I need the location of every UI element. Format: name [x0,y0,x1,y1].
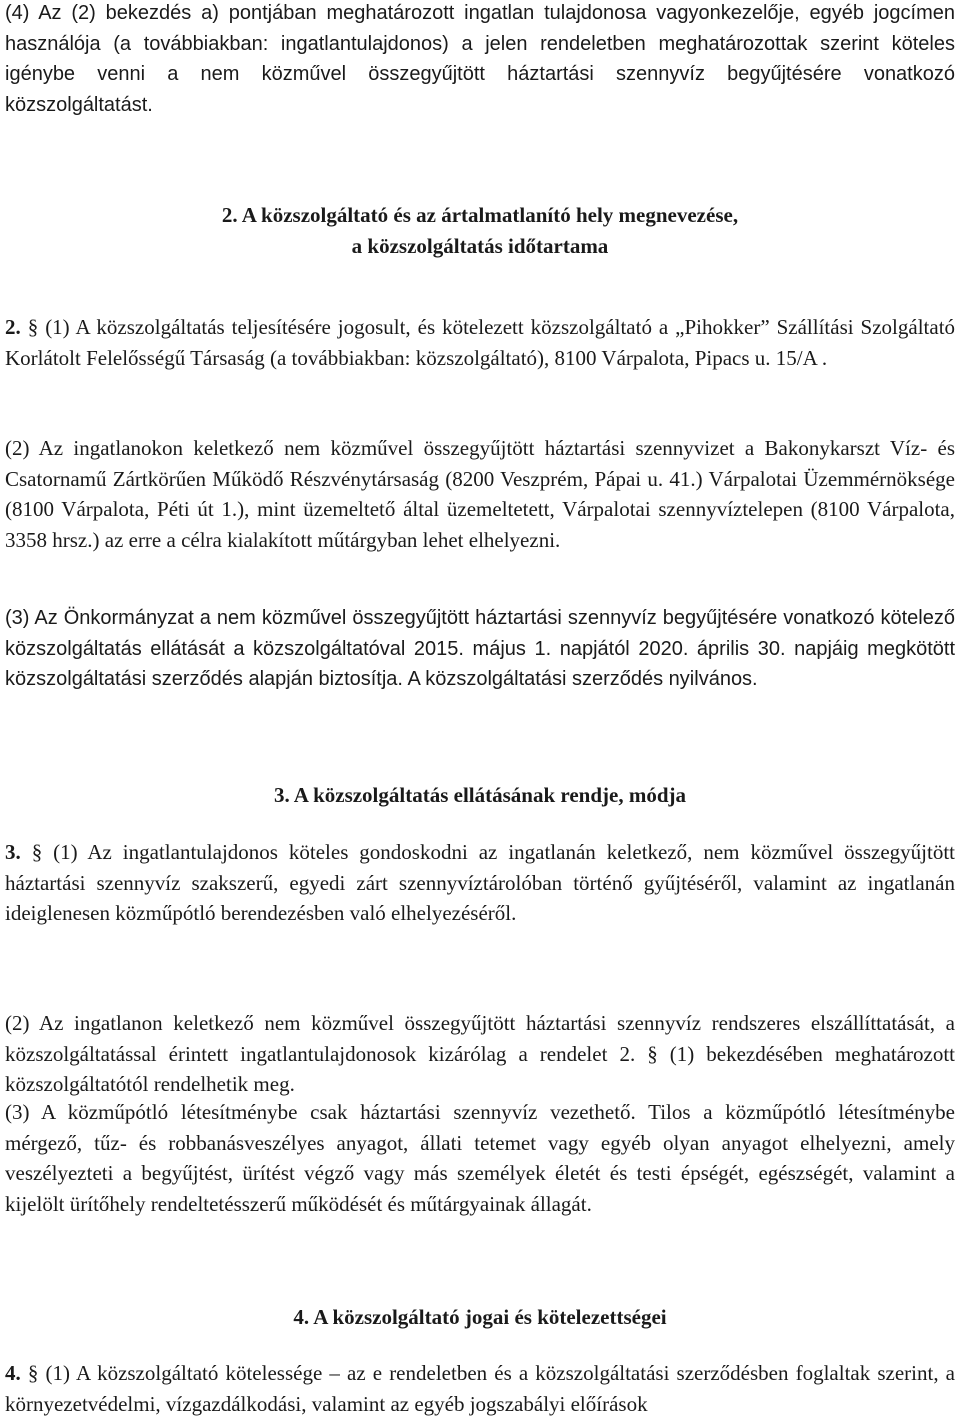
section-3-paragraph-3: (3) A közműpótló létesítménybe csak háztartási szennyvíz vezethető. Tilos a közműpótló létesítménybe mérgező, tűz- és robbanásveszélyes anyagot, állati tetemet vagy egyéb olyan anyagot elhelyezni, amely veszélyezteti a begyűjtést, ürítést végző vagy más személyek életét és testi épségét, egészségét, valamint a kijelölt ürítőhely rendeltetésszerű működését és műtárgyainak állagát. [5,1100,955,1216]
section-sign: § [31,840,43,864]
section-4-paragraph-1 [5,1358,955,1419]
section-3-paragraph-1-text: (1) Az ingatlantulajdonos köteles gondoskodni az ingatlanán keletkező, nem közművel összegyűjtött háztartási szennyvíz szakszerű, egyedi zárt szennyvíztárolóban történő gyűjtéséről, valamint az ingatlanán ideiglenesen közműpótló berendezésben való elhelyezéséről. [5,840,956,926]
section-4-number: 4. [5,1361,21,1385]
section-2-heading-line2: a közszolgáltatás időtartama [351,233,609,258]
section-3-paragraph-2: (2) Az ingatlanon keletkező nem közművel összegyűjtött háztartási szennyvíz rendszeres elszállíttatását, a közszolgáltatással érintett ingatlantulajdonosok kizárólag a rendelet 2. § (1) bekezdésében meghatározott közszolgáltatótól rendelhetik meg. [5,1011,955,1097]
paragraph-4-intro: (4) Az (2) bekezdés a) pontjában meghatározott ingatlan tulajdonosa vagyonkezelője, egyéb jogcímen használója (a továbbiakban: ingatlantulajdonos) a jelen rendeletben meghatározottak szerint köteles igénybe venni a nem közművel összegyűjtött háztartási szennyvíz begyűjtésére vonatkozó közszolgáltatást. [5,2,955,116]
section-3-number: 3. [5,840,21,864]
section-sign: § [27,315,39,339]
section-2-paragraph-1 [5,312,955,373]
section-4-heading: 4. A közszolgáltató jogai és kötelezettségei [293,1305,667,1329]
section-sign: § [27,1361,39,1385]
section-3-paragraph-1 [5,837,955,929]
section-2-heading-line1: 2. A közszolgáltató és az ártalmatlanító hely megnevezése, [221,203,739,227]
section-2-number: 2. [5,315,21,339]
section-2-heading [5,200,955,261]
section-2-paragraph-3: (3) Az Önkormányzat a nem közművel összegyűjtött háztartási szennyvíz begyűjtésére vonatkozó kötelező közszolgáltatás ellátását a közszolgáltatóval 2015. május 1. napjától 2020. április 30. napjáig megkötött közszolgáltatási szerződés alapján biztosítja. A közszolgáltatási szerződés nyilvános. [5,607,955,691]
section-3-heading: 3. A közszolgáltatás ellátásának rendje, módja [273,783,687,807]
section-2-paragraph-1-text: (1) A közszolgáltatás teljesítésére jogosult, és kötelezett közszolgáltató a „Pihokker” Szállítási Szolgáltató Korlátolt Felelősségű Társaság (a továbbiakban: közszolgáltató), 8100 Várpalota, Pipacs u. 15/A . [5,315,956,370]
section-4-paragraph-1-text: (1) A közszolgáltató kötelessége – az e rendeletben és a közszolgáltatási szerződésben foglaltak szerint, a környezetvédelmi, vízgazdálkodási, valamint az egyéb jogszabályi előírások [5,1361,956,1416]
section-2-paragraph-2: (2) Az ingatlanokon keletkező nem közművel összegyűjtött háztartási szennyvizet a Bakonykarszt Víz- és Csatornamű Zártkörűen Működő Részvénytársaság (8200 Veszprém, Pápai u. 41.) Várpalotai Üzemmérnöksége (8100 Várpalota, Péti út 1.), mint üzemeltető által üzemeltetett, Várpalotai szennyvíztelepen (8100 Várpalota, 3358 hrsz.) az erre a célra kialakított műtárgyban lehet elhelyezni. [5,436,955,552]
